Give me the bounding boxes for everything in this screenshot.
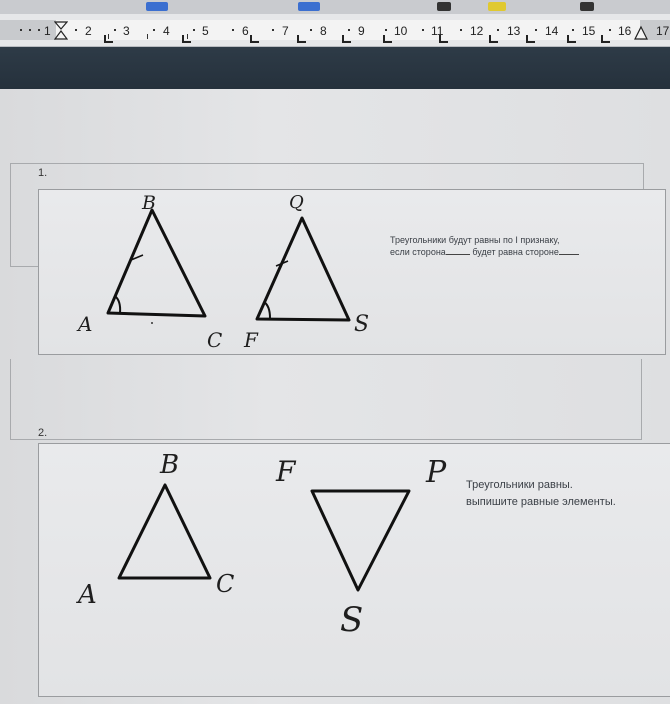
vertex-label-a: A [78,312,93,336]
triangle-abc-2 [119,485,210,578]
ruler-number: 1 [44,24,51,38]
ruler-number: 8 [320,24,327,38]
ruler-number: 3 [123,24,130,38]
ruler-number: 9 [358,24,365,38]
vertex-label-c: C [207,328,223,352]
vertex-label-p: P [426,455,447,490]
ruler-number: 17 [656,24,670,38]
vertex-label-s: S [340,600,364,640]
vertex-label-f: F [244,328,258,352]
ruler-number: 4 [163,24,170,38]
vertex-label-b: B [160,450,180,480]
task-instruction-line: Треугольники будут равны по I признаку, [390,235,560,245]
ruler-number: 5 [202,24,209,38]
vertex-label-b: B [142,192,156,214]
task-instruction-line: выпишите равные элементы. [466,496,616,508]
triangle-qfs [257,218,349,320]
task-instruction-fragment: будет равна стороне [472,247,559,257]
ruler-number: 13 [507,24,521,38]
stray-dot [151,322,153,324]
triangle-abc [108,210,205,316]
vertex-label-c: C [216,570,235,598]
task-instruction-fragment: если сторона [390,247,446,257]
ruler-number: 7 [282,24,289,38]
ruler-number: 15 [582,24,596,38]
ruler-number: 6 [242,24,249,38]
ruler-number: 11 [431,24,444,38]
ruler-number: 14 [545,24,559,38]
vertex-label-a: A [78,580,97,610]
task-instruction-line: Треугольники равны. [466,479,573,491]
vertex-label-s: S [354,312,370,337]
task-number: 1. [38,167,48,179]
triangle-fps [312,491,409,590]
ruler-number: 12 [470,24,484,38]
vertex-label-q: Q [289,192,304,213]
task-number: 2. [38,427,48,439]
ruler-number: 2 [85,24,92,38]
vertex-label-f: F [276,455,296,488]
ruler-number: 16 [618,24,632,38]
ruler-number: 10 [394,24,408,38]
